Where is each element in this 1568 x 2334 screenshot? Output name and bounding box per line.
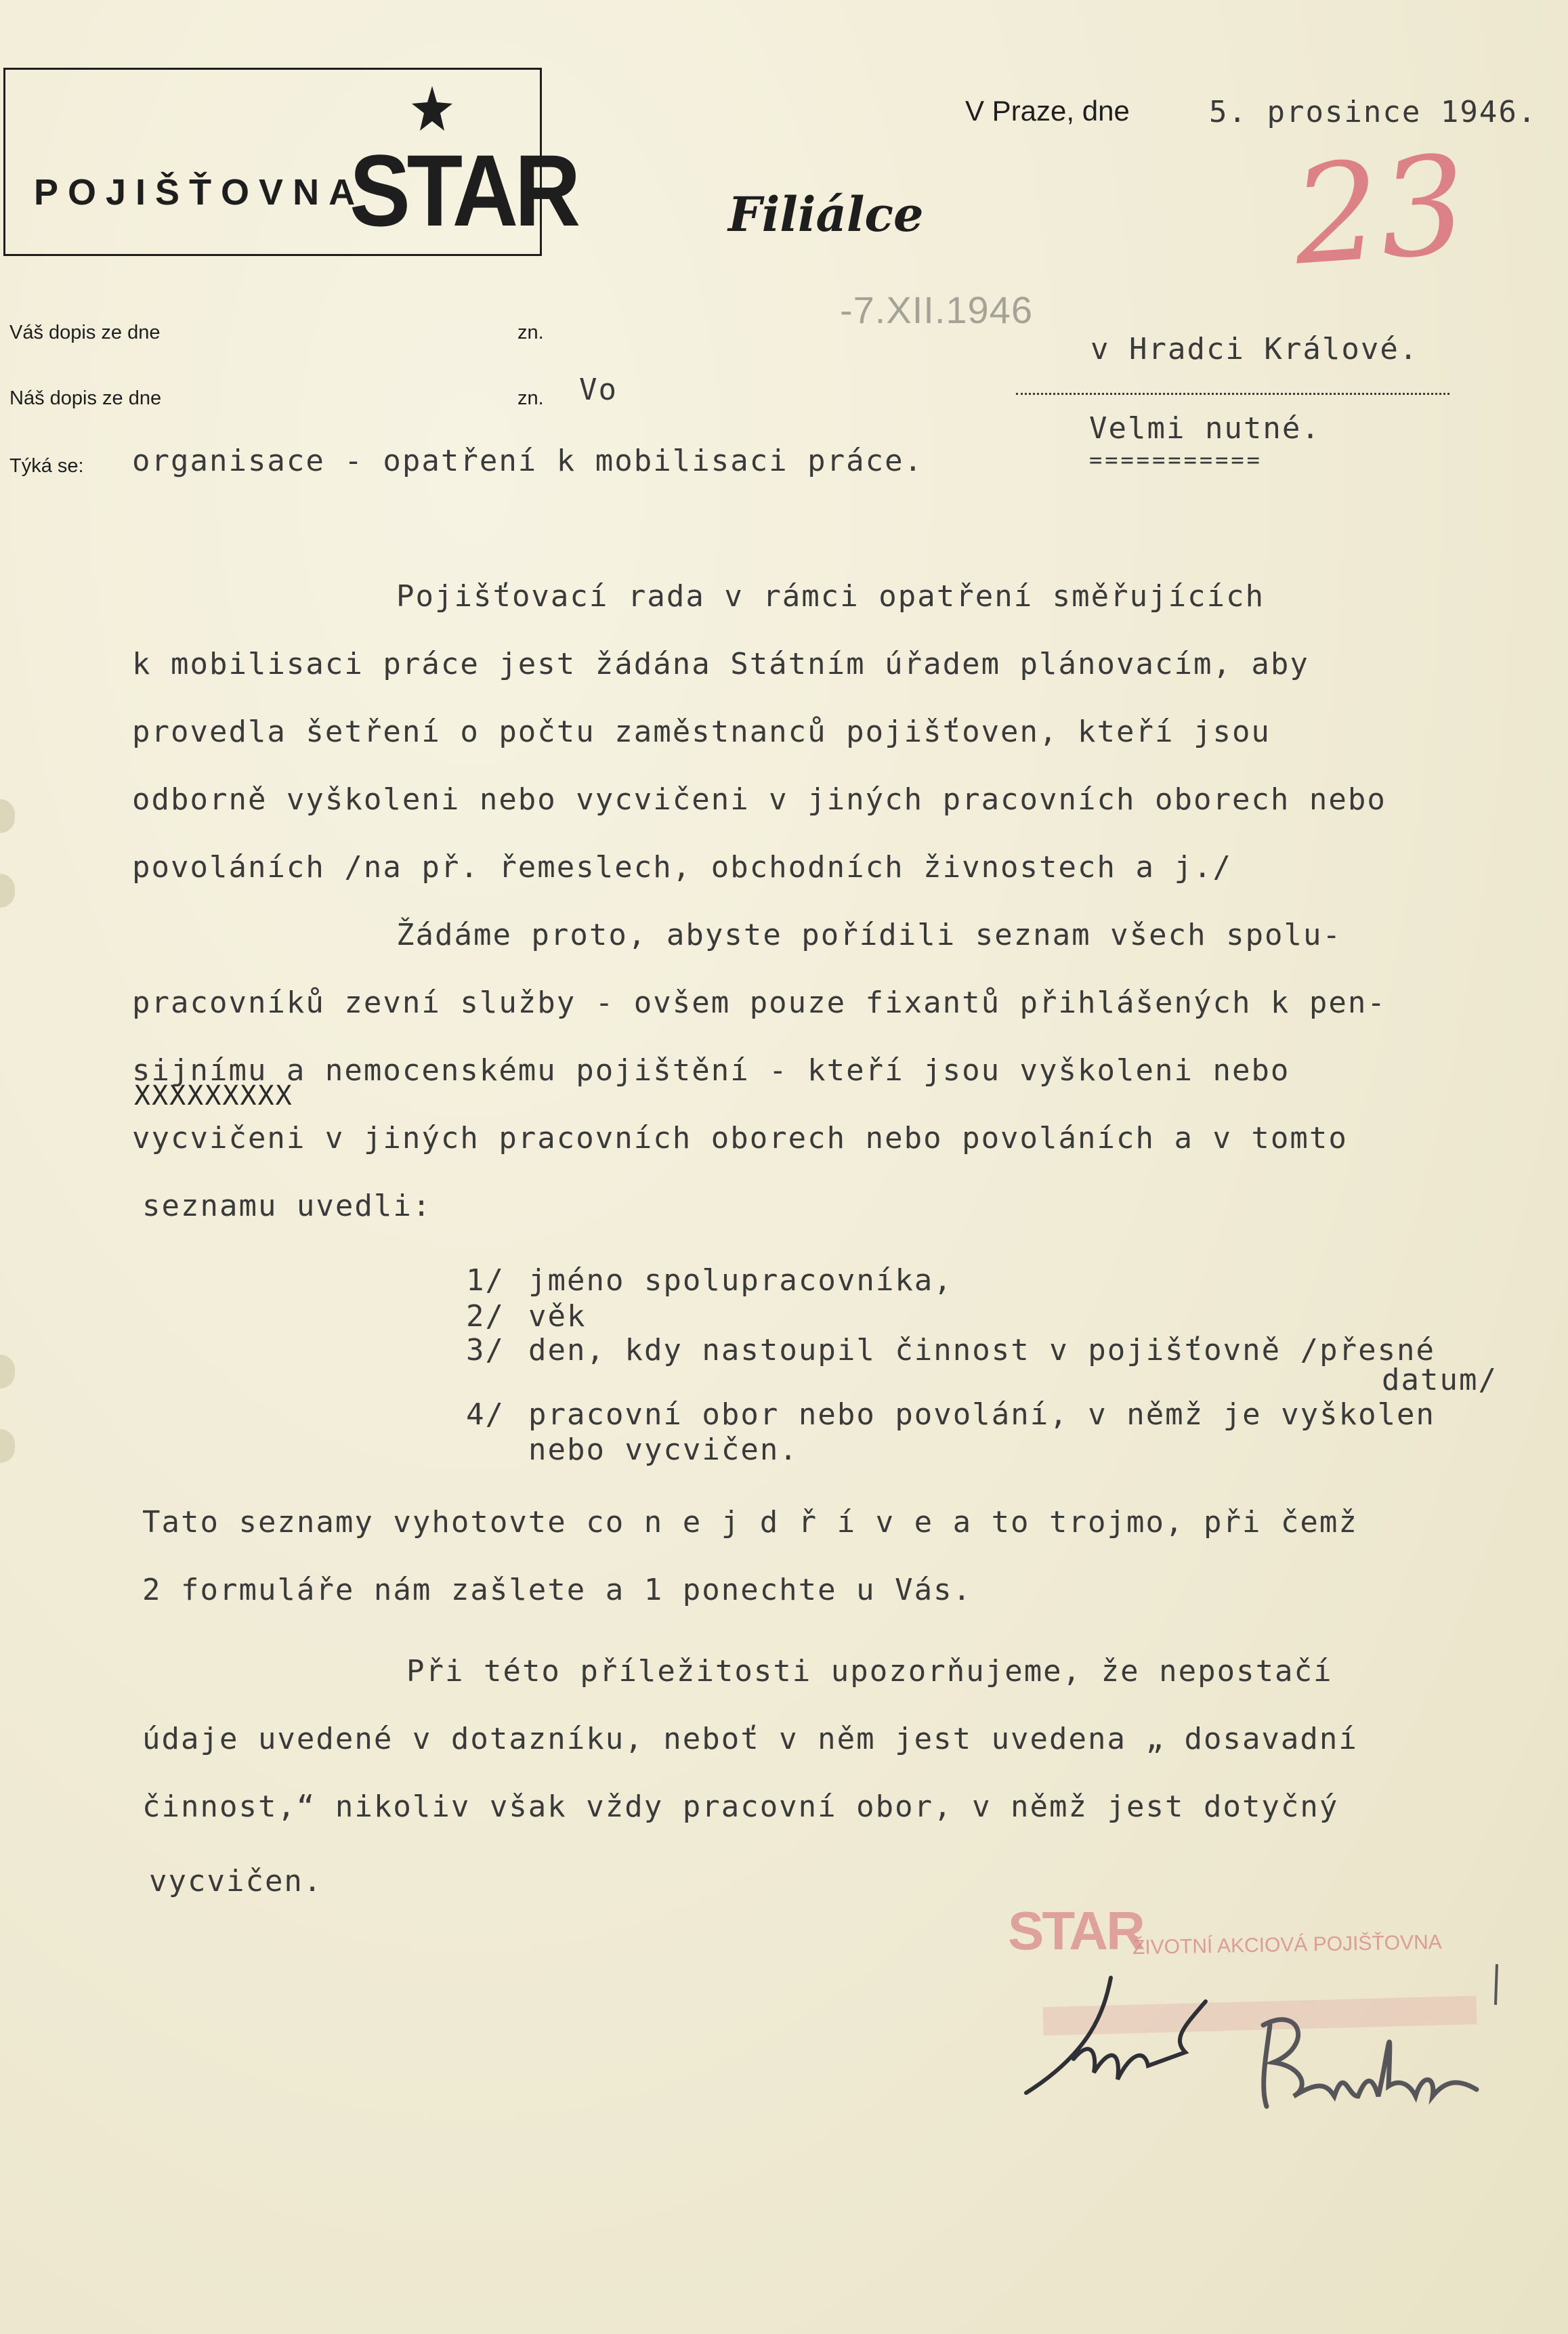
brand-logo: STAR [349, 133, 577, 247]
list-item-text: pracovní obor nebo povolání, v němž je vyškolen [528, 1397, 1436, 1432]
punch-hole [0, 1355, 15, 1388]
urgency-note: Velmi nutné. [1089, 411, 1321, 446]
ref-zn-value: Vo [579, 373, 618, 407]
company-word: POJIŠŤOVNA [34, 172, 365, 213]
punch-hole [0, 799, 15, 833]
body-line: údaje uvedené v dotazníku, neboť v něm jest uvedena „ dosavadní [142, 1722, 1358, 1756]
list-item-text: jméno spolupracovníka, [528, 1263, 953, 1298]
list-number: 2/ [466, 1299, 505, 1334]
body-line: činnost,“ nikoliv však vždy pracovní obor, v němž jest dotyčný [142, 1789, 1339, 1824]
stamp-text: ŽIVOTNÍ AKCIOVÁ POJIŠŤOVNA [1132, 1931, 1443, 1959]
letter-date: 5. prosince 1946. [1209, 95, 1538, 129]
body-line: vycvičeni v jiných pracovních oborech nebo povoláních a v tomto [132, 1121, 1348, 1155]
recipient-city: v Hradci Králové. [1090, 332, 1419, 366]
ref-your-letter: Váš dopis ze dne [9, 322, 161, 343]
body-line: provedla šetření o počtu zaměstnanců pojišťoven, kteří jsou [132, 715, 1271, 749]
body-line: Při této příležitosti upozorňujeme, že nepostačí [406, 1654, 1333, 1689]
list-item-text: den, kdy nastoupil činnost v pojišťovně /přesné [528, 1333, 1436, 1367]
body-line: vycvičen. [149, 1864, 323, 1898]
subject-value: organisace - opatření k mobilisaci práce. [132, 444, 924, 478]
urgency-underline: =========== [1089, 447, 1263, 473]
body-line: 2 formuláře nám zašlete a 1 ponechte u Vás. [142, 1573, 973, 1607]
stamp-brand: STAR [1008, 1901, 1143, 1961]
body-line: povoláních /na př. řemeslech, obchodních živnostech a j./ [132, 850, 1232, 885]
list-item-text: datum/ [1382, 1363, 1498, 1397]
ref-zn-2: zn. [517, 387, 544, 409]
body-line: sijnímu a nemocenskému pojištění - kteří jsou vyškoleni nebo [132, 1053, 1290, 1088]
body-line: Tato seznamy vyhotovte co n e j d ř í v e a to trojmo, při čemž [142, 1505, 1358, 1540]
letterhead-logo-box [3, 68, 577, 256]
handwritten-signatures [1009, 1951, 1510, 2127]
ref-zn-1: zn. [517, 322, 544, 343]
body-line: seznamu uvedli: [142, 1189, 432, 1223]
body-line: pracovníků zevní služby - ovšem pouze fixantů přihlášených k pen- [132, 985, 1386, 1020]
list-item-text: nebo vycvičen. [528, 1433, 799, 1467]
body-line: Pojišťovací rada v rámci opatření směřujících [396, 579, 1265, 614]
body-line: Žádáme proto, abyste pořídili seznam všech spolu- [396, 918, 1342, 952]
punch-hole [0, 1429, 15, 1463]
list-item-text: věk [528, 1299, 587, 1334]
ref-subject-label: Týká se: [9, 455, 84, 477]
body-line: k mobilisaci práce jest žádána Státním úřadem plánovacím, aby [132, 647, 1309, 681]
list-number: 4/ [466, 1397, 505, 1432]
address-divider [1016, 393, 1449, 395]
star-icon [412, 86, 452, 133]
punch-hole [0, 874, 15, 908]
body-line: odborně vyškoleni nebo vycvičeni v jiných pracovních oborech nebo [132, 782, 1386, 817]
handwritten-number: 23 [1288, 126, 1472, 296]
list-number: 1/ [466, 1263, 505, 1298]
struck-out-text: XXXXXXXXX [134, 1080, 293, 1111]
place-prefix: V Praze, dne [965, 95, 1130, 127]
received-date-stamp: -7.XII.1946 [840, 289, 1033, 331]
list-number: 3/ [466, 1333, 505, 1367]
recipient-filialce: Filiálce [728, 186, 924, 242]
ref-our-letter: Náš dopis ze dne [9, 387, 162, 409]
